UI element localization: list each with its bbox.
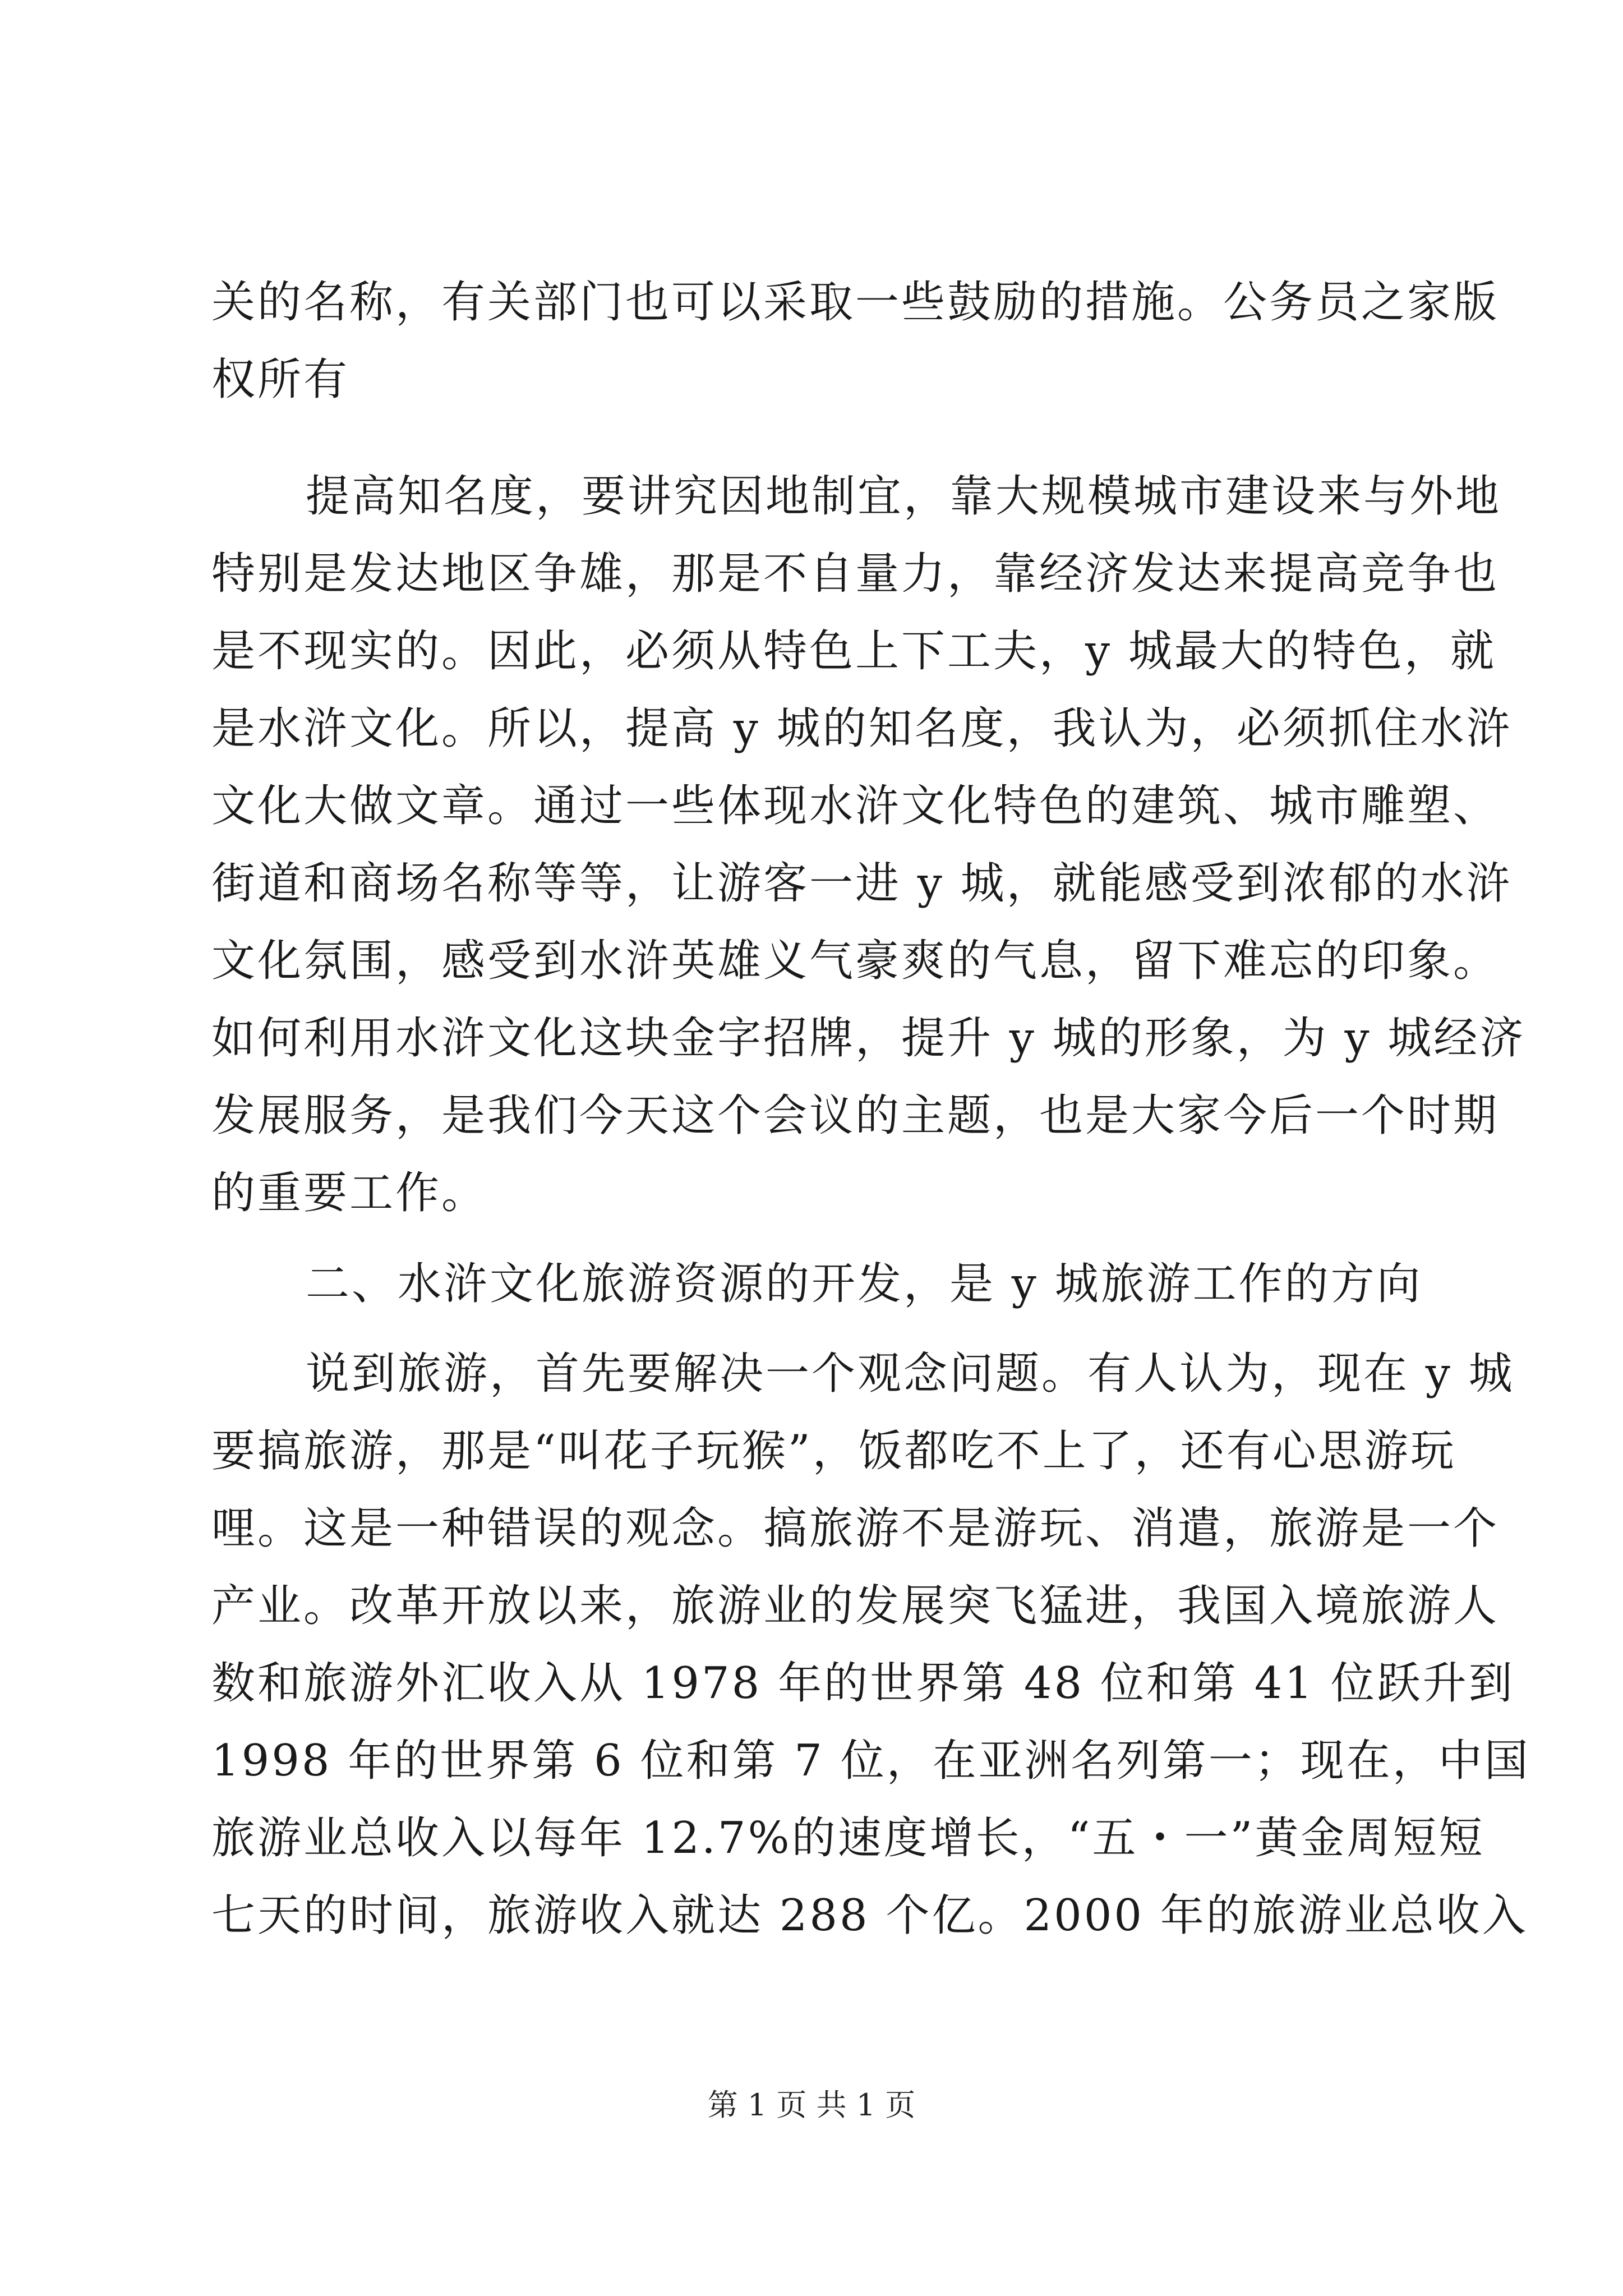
page-footer: 第 1 页 共 1 页 [707, 2087, 916, 2123]
paragraph-line: 如何利用水浒文化这块金字招牌，提升 y 城的形象，为 y 城经济 [211, 1013, 1526, 1064]
paragraph-line: 文化大做文章。通过一些体现水浒文化特色的建筑、城市雕塑、 [211, 781, 1500, 831]
paragraph-line: 发展服务，是我们今天这个会议的主题，也是大家今后一个时期 [211, 1091, 1500, 1141]
paragraph-line: 权所有 [211, 355, 350, 405]
paragraph-line: 提高知名度，要讲究因地制宜，靠大规模城市建设来与外地 [306, 471, 1502, 522]
paragraph-line: 是水浒文化。所以，提高 y 城的知名度，我认为，必须抓住水浒 [211, 703, 1513, 754]
paragraph-line: 的重要工作。 [211, 1168, 488, 1218]
section-heading: 二、水浒文化旅游资源的开发，是 y 城旅游工作的方向 [306, 1259, 1423, 1309]
paragraph-line: 旅游业总收入以每年 12.7%的速度增长，“五・一”黄金周短短 [211, 1813, 1485, 1864]
paragraph-line: 关的名称，有关部门也可以采取一些鼓励的措施。公务员之家版 [211, 277, 1500, 328]
paragraph-line: 文化氛围，感受到水浒英雄义气豪爽的气息，留下难忘的印象。 [211, 936, 1500, 986]
paragraph-line: 七天的时间，旅游收入就达 288 个亿。2000 年的旅游业总收入 [211, 1890, 1528, 1941]
paragraph-line: 产业。改革开放以来，旅游业的发展突飞猛进，我国入境旅游人 [211, 1581, 1500, 1631]
paragraph-line: 说到旅游，首先要解决一个观念问题。有人认为，现在 y 城 [306, 1349, 1515, 1399]
paragraph-line: 数和旅游外汇收入从 1978 年的世界第 48 位和第 41 位跃升到 [211, 1658, 1515, 1709]
paragraph-line: 1998 年的世界第 6 位和第 7 位，在亚洲名列第一；现在，中国 [211, 1736, 1530, 1786]
paragraph-line: 哩。这是一种错误的观念。搞旅游不是游玩、消遣，旅游是一个 [211, 1503, 1500, 1554]
paragraph-line: 是不现实的。因此，必须从特色上下工夫，y 城最大的特色，就 [211, 626, 1496, 677]
paragraph-line: 特别是发达地区争雄，那是不自量力，靠经济发达来提高竞争也 [211, 549, 1500, 599]
paragraph-line: 街道和商场名称等等，让游客一进 y 城，就能感受到浓郁的水浒 [211, 858, 1513, 909]
paragraph-line: 要搞旅游，那是“叫花子玩猴”，饭都吃不上了，还有心思游玩 [211, 1426, 1456, 1476]
